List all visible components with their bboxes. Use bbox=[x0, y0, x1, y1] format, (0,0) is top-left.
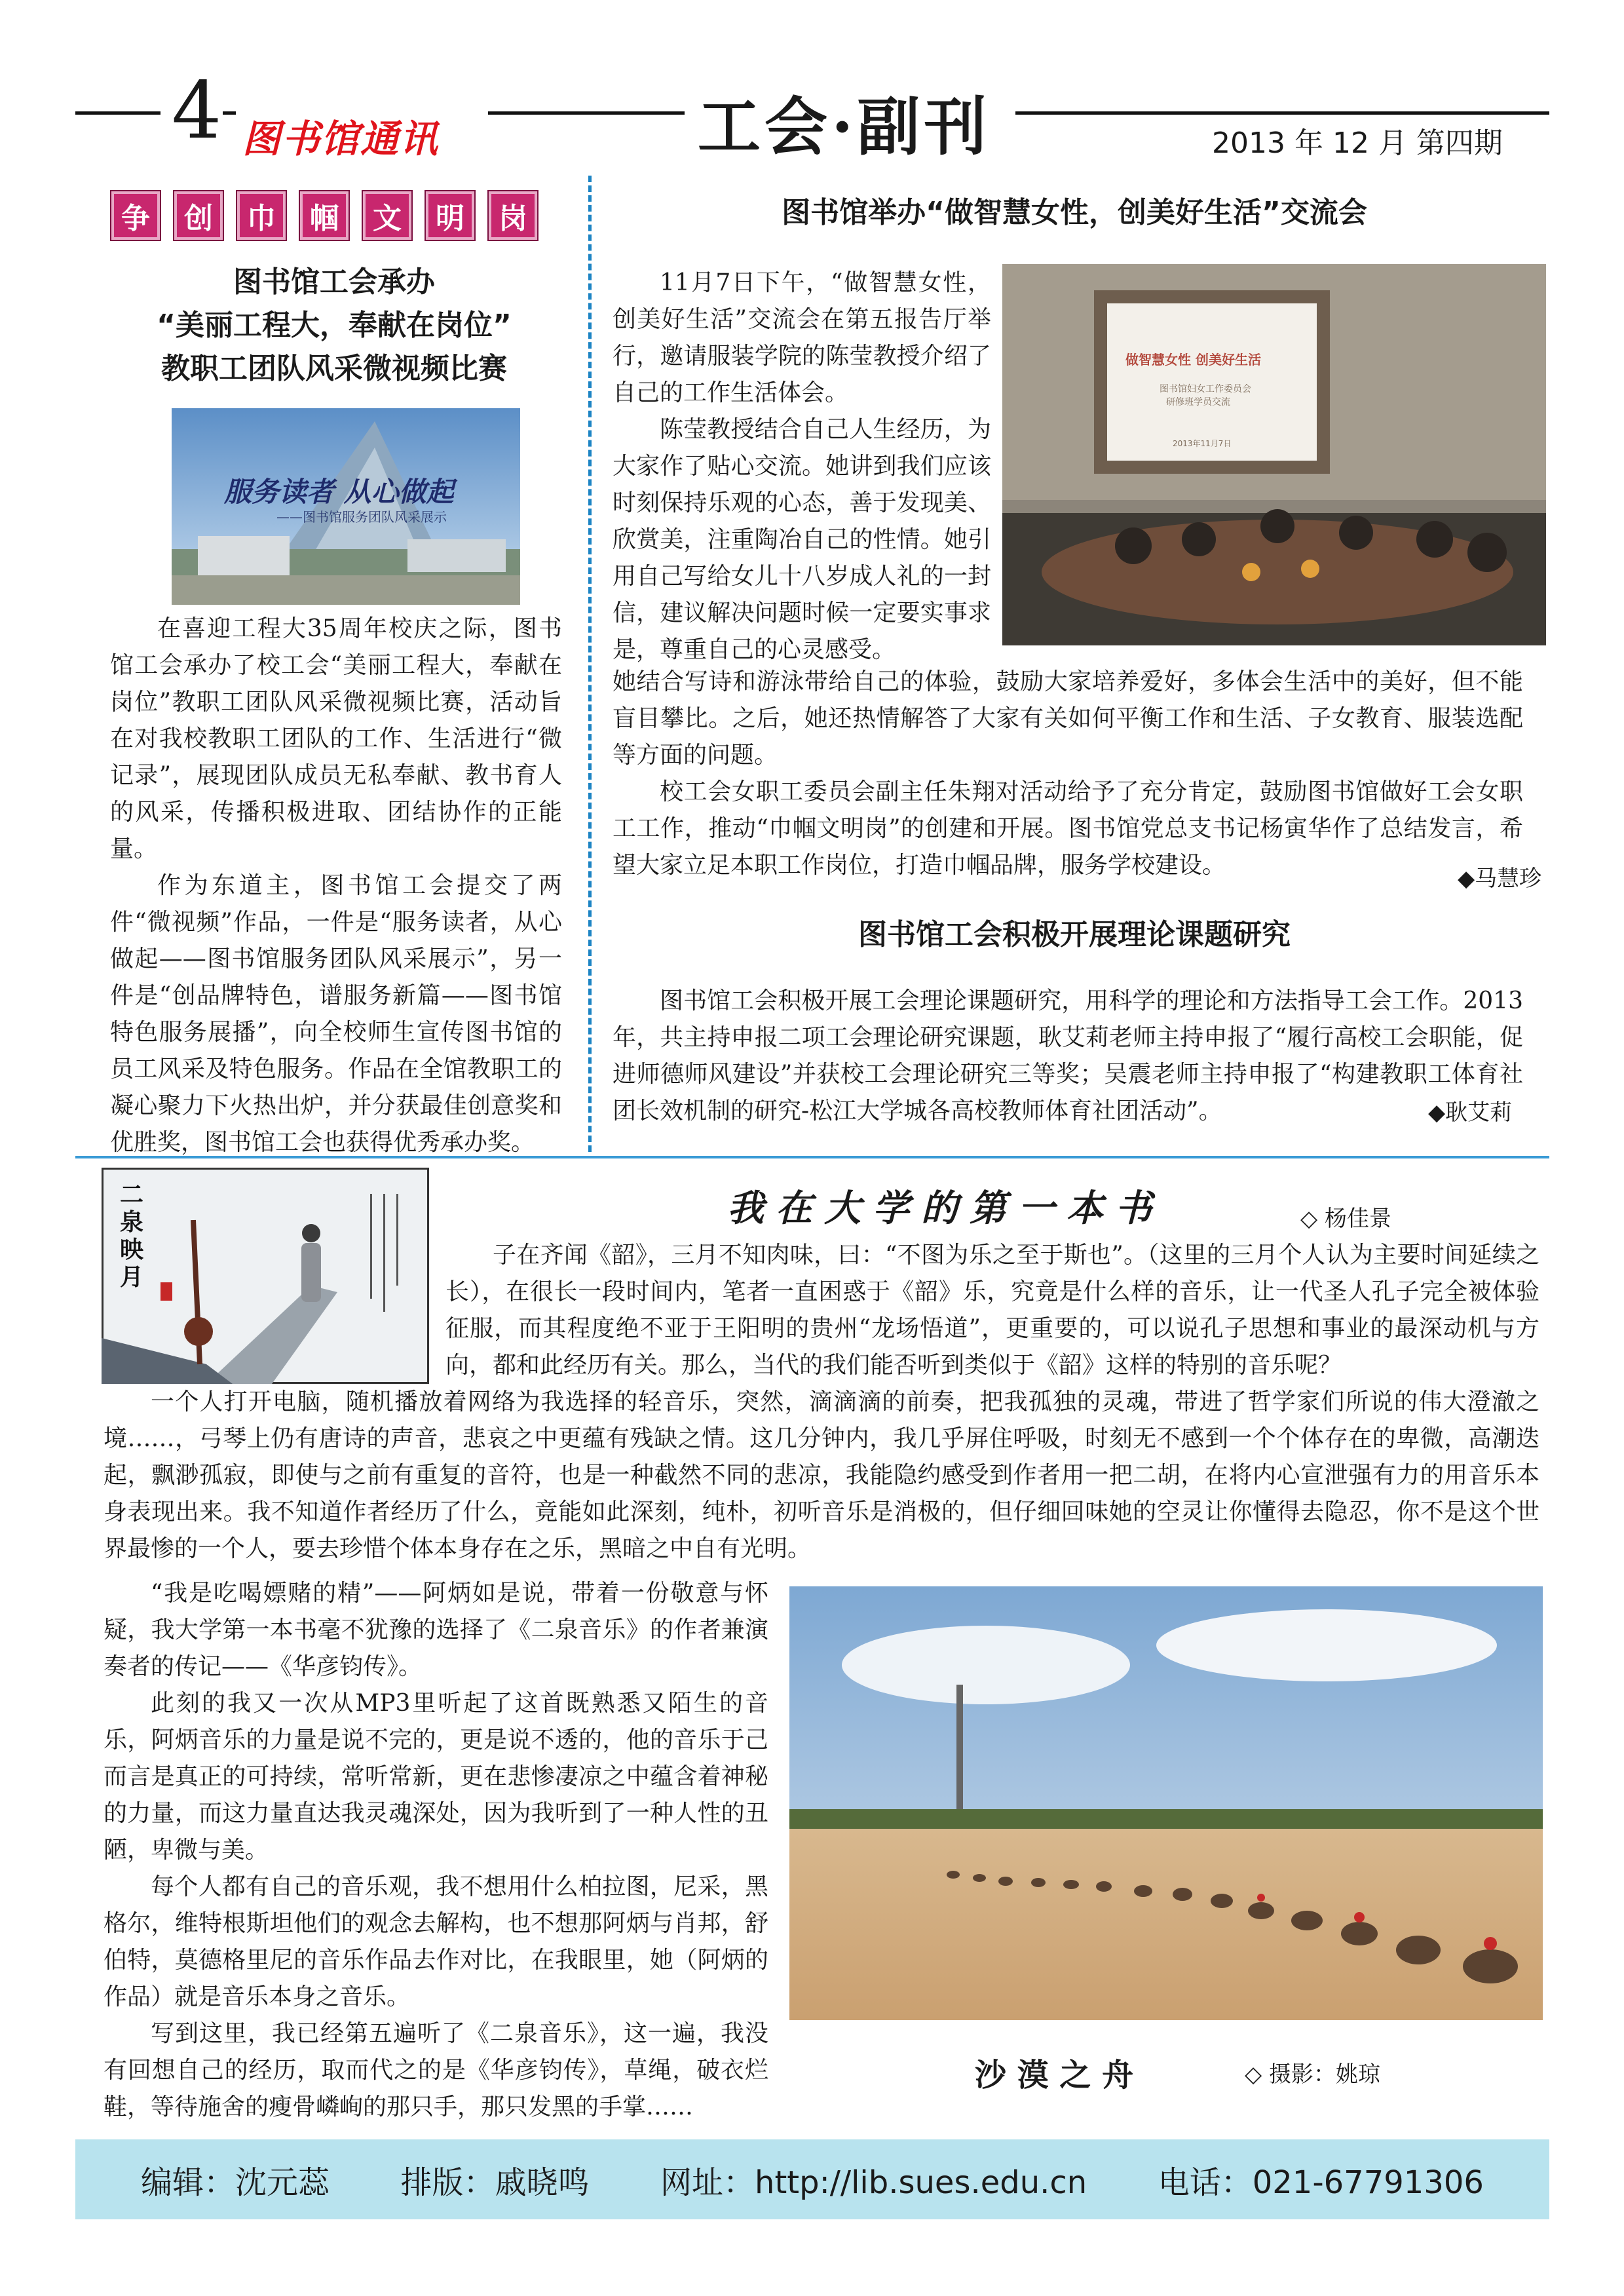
video-still-image bbox=[172, 408, 520, 605]
banner-char: 明 bbox=[426, 191, 474, 240]
column-divider bbox=[588, 176, 592, 1152]
banner-char: 岗 bbox=[489, 191, 537, 240]
paragraph: 图书馆工会积极开展工会理论课题研究，用科学的理论和方法指导工会工作。2013年，共主持申报二项工会理论研究课题，耿艾莉老师主持申报了“履行高校工会职能，促进师德师风建设”并获校工会理论研究三等奖；吴震老师主持申报了“构建教职工体育社团长效机制的研究-松江大学城各高校教师体育社团活动”。 bbox=[613, 987, 1523, 1124]
desert-camel-photo bbox=[789, 1586, 1543, 2020]
slide-subtitle-2: 研修班学员交流 bbox=[1166, 397, 1230, 408]
paragraph: 在喜迎工程大35周年校庆之际，图书馆工会承办了校工会“美丽工程大，奉献在岗位”教职工团队风采微视频比赛，活动旨在对我校教职工团队的工作、生活进行“微记录”，展现团队成员无私奉献、教书育人的风采，传播积极进取、团结协作的正能量。 bbox=[110, 615, 562, 862]
masthead-title: 图书馆通讯 bbox=[242, 117, 440, 161]
header-rule-mid-left bbox=[223, 111, 236, 115]
erhu-player-illustration bbox=[102, 1168, 429, 1384]
essay-author: ◇ 杨佳景 bbox=[1300, 1206, 1391, 1232]
header-rule-mid bbox=[488, 111, 685, 115]
issue-date: 2013 年 12 月 第四期 bbox=[1212, 126, 1503, 160]
slide-title: 做智慧女性 创美好生活 bbox=[1125, 352, 1261, 368]
erquan-art-text: 二泉映月 bbox=[120, 1181, 144, 1291]
camel-caravan-illustration bbox=[789, 1586, 1543, 2020]
banner-char: 争 bbox=[111, 191, 160, 240]
essay-intro bbox=[445, 1237, 1539, 1384]
paragraph: 陈莹教授结合自己人生经历，为大家作了贴心交流。她讲到我们应该时刻保持乐观的心态，善于发现美、欣赏美，注重陶冶自己的性情。她引用自己写给女儿十八岁成人礼的一封信，建议解决问题时候一定要实事求是，尊重自己的心灵感受。 bbox=[613, 416, 991, 663]
footer-layout: 排版：戚晓鸣 bbox=[400, 2164, 590, 2201]
paragraph: 11月7日下午，“做智慧女性，创美好生活”交流会在第五报告厅举行，邀请服装学院的陈莹教授介绍了自己的工作生活体会。 bbox=[613, 269, 991, 406]
right-article1-wide bbox=[613, 664, 1523, 884]
paragraph: 作为东道主，图书馆工会提交了两件“微视频”作品，一件是“服务读者，从心做起——图书馆服务团队风采展示”，另一件是“创品牌特色，谱服务新篇——图书馆特色服务展播”，向全校师生宣传图书馆的员工风采及特色服务。作品在全馆教职工的凝心聚力下火热出炉，并分获最佳创意奖和优胜奖，图书馆工会也获得优秀承办奖。 bbox=[110, 872, 562, 1156]
banner-char: 巾 bbox=[237, 191, 286, 240]
left-headline bbox=[85, 261, 583, 391]
photo-credit: ◇ 摄影：姚琼 bbox=[1245, 2061, 1380, 2088]
photo-title: 沙 漠 之 舟 bbox=[975, 2057, 1134, 2094]
banner-jinguo bbox=[111, 191, 537, 240]
left-headline-line: “美丽工程大，奉献在岗位” bbox=[157, 309, 512, 342]
author-geng: ◆耿艾莉 bbox=[1428, 1100, 1513, 1126]
left-article-body bbox=[110, 611, 562, 1161]
section-title: 工会·副刊 bbox=[698, 90, 991, 164]
header-rule-right bbox=[1015, 111, 1549, 115]
paragraph: 写到这里，我已经第五遍听了《二泉音乐》，这一遍，我没有回想自己的经历，取而代之的是《华彦钧传》，草绳，破衣烂鞋，等待施舍的瘦骨嶙峋的那只手，那只发黑的手掌…… bbox=[104, 2020, 768, 2120]
banner-char: 帼 bbox=[300, 191, 349, 240]
banner-char: 创 bbox=[174, 191, 223, 240]
footer-editor: 编辑：沈元蕊 bbox=[141, 2164, 330, 2201]
essay-full-width bbox=[104, 1384, 1539, 1567]
right-headline-2: 图书馆工会积极开展理论课题研究 bbox=[858, 918, 1291, 951]
footer-phone: 电话：021-67791306 bbox=[1158, 2164, 1484, 2201]
header-rule-left bbox=[75, 111, 161, 115]
essay-column bbox=[104, 1575, 768, 2126]
paragraph: 每个人都有自己的音乐观，我不想用什么柏拉图，尼采，黑格尔，维特根斯坦他们的观念去解构，也不想那阿炳与肖邦，舒伯特，莫德格里尼的音乐作品去作对比，在我眼里，她（阿炳的作品）就是音乐本身之音乐。 bbox=[104, 1873, 768, 2010]
page-number: 4 bbox=[172, 66, 222, 157]
left-headline-line: 图书馆工会承办 bbox=[233, 265, 435, 299]
paragraph: 校工会女职工委员会副主任朱翔对活动给予了充分肯定，鼓励图书馆做好工会女职工工作，推动“巾帼文明岗”的创建和开展。图书馆党总支书记杨寅华作了总结发言，希望大家立足本职工作岗位，打造巾帼品牌，服务学校建设。 bbox=[613, 778, 1523, 879]
footer-bar bbox=[75, 2139, 1549, 2219]
essay-title: 我在大学的第一本书 bbox=[727, 1187, 1163, 1230]
footer-website-link[interactable]: 网址：http://lib.sues.edu.cn bbox=[660, 2164, 1087, 2201]
paragraph-continuation: 她结合写诗和游泳带给自己的体验，鼓励大家培养爱好，多体会生活中的美好，但不能盲目攀比。之后，她还热情解答了大家有关如何平衡工作和生活、子女教育、服装选配等方面的问题。 bbox=[613, 668, 1523, 769]
video-still-title: 服务读者 从心做起 bbox=[224, 476, 454, 508]
paragraph: “我是吃喝嫖赌的精”——阿炳如是说，带着一份敬意与怀疑，我大学第一本书毫不犹豫的选择了《二泉音乐》的作者兼演奏者的传记——《华彦钧传》。 bbox=[104, 1580, 768, 1680]
right-headline-1: 图书馆举办“做智慧女性，创美好生活”交流会 bbox=[782, 196, 1367, 229]
paragraph: 子在齐闻《韶》，三月不知肉味，曰：“不图为乐之至于斯也”。（这里的三月个人认为主要时间延续之长），在很长一段时间内，笔者一直困惑于《韶》乐，究竟是什么样的音乐，让一代圣人孔子完全被体验征服，而其程度绝不亚于王阳明的贵州“龙场悟道”，更重要的，可以说孔子思想和事业的最深动机与方向，都和此经历有关。那么，当代的我们能否听到类似于《韶》这样的特别的音乐呢？ bbox=[445, 1242, 1539, 1379]
right-article1-narrow bbox=[613, 265, 991, 668]
video-still-subtitle: ——图书馆服务团队风采展示 bbox=[276, 509, 447, 525]
paragraph: 此刻的我又一次从MP3里听起了这首既熟悉又陌生的音乐，阿炳音乐的力量是说不完的，更是说不透的，他的音乐于己而言是真正的可持续，常听常新，更在悲惨凄凉之中蕴含着神秘的力量，而这力量直达我灵魂深处，因为我听到了一种人性的丑陋，卑微与美。 bbox=[104, 1690, 768, 1864]
slide-subtitle-1: 图书馆妇女工作委员会 bbox=[1160, 384, 1251, 394]
left-headline-line: 教职工团队风采微视频比赛 bbox=[161, 352, 507, 385]
section-divider bbox=[75, 1156, 1549, 1158]
right-article2-body bbox=[613, 983, 1523, 1130]
meeting-photo bbox=[1002, 264, 1546, 645]
banner-char: 文 bbox=[363, 191, 411, 240]
author-ma: ◆马慧珍 bbox=[1458, 866, 1542, 892]
slide-date: 2013年11月7日 bbox=[1173, 439, 1232, 448]
paragraph: 一个人打开电脑，随机播放着网络为我选择的轻音乐，突然，滴滴滴的前奏，把我孤独的灵魂，带进了哲学家们所说的伟大澄澈之境……，弓琴上仍有唐诗的声音，悲哀之中更蕴有残缺之情。这几分钟内，我几乎屏住呼吸，时刻无不感到一个个体存在的卑微，高潮迭起，飘渺孤寂，即使与之前有重复的音符，也是一种截然不同的悲凉，我能隐约感受到作者用一把二胡，在将内心宣泄强有力的用音乐本身表现出来。我不知道作者经历了什么，竟能如此深刻，纯朴，初听音乐是消极的，但仔细回味她的空灵让你懂得去隐忍，你不是这个世界最惨的一个人，要去珍惜个体本身存在之乐，黑暗之中自有光明。 bbox=[104, 1388, 1539, 1562]
meeting-room-illustration bbox=[1002, 264, 1546, 645]
erquan-art-image bbox=[102, 1168, 429, 1384]
